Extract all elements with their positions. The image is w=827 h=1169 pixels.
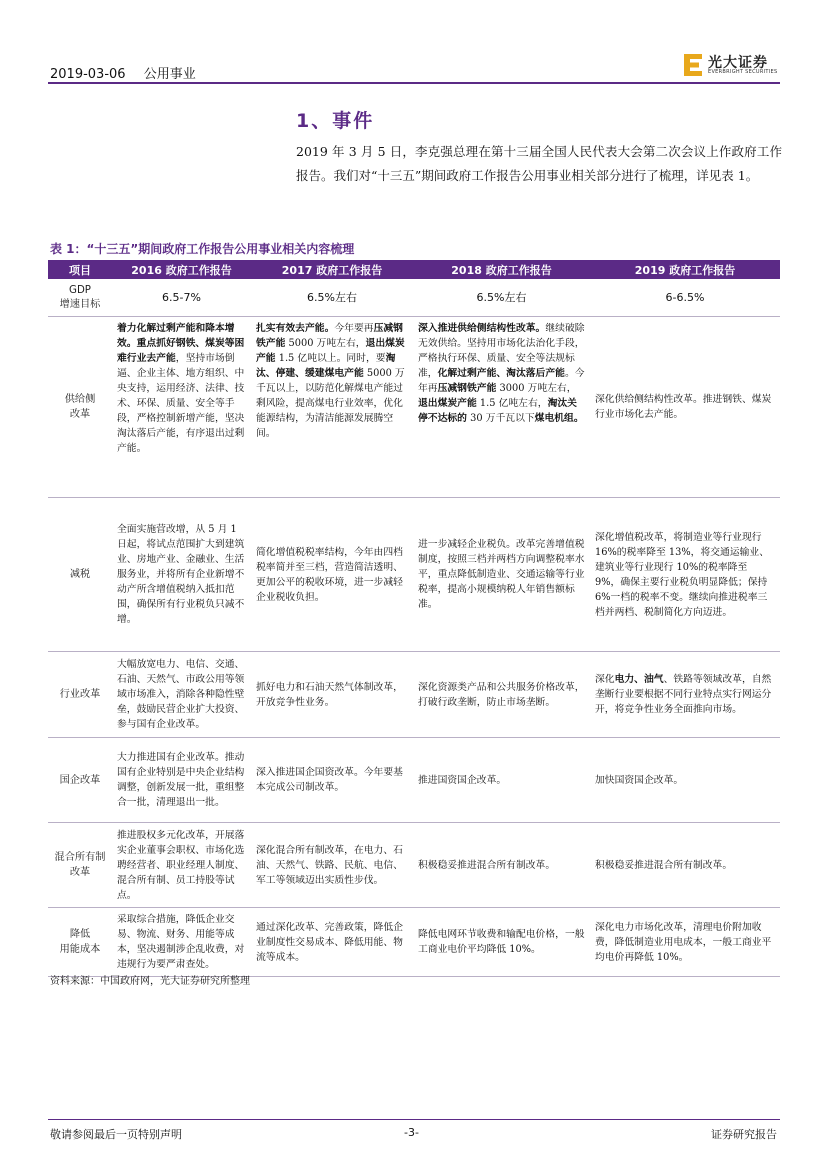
section-title: 1、事件 [296,110,375,132]
cell-cost-2016 [112,908,251,976]
row-label-supply: 供给侧 改革 [64,394,96,420]
company-logo [684,52,780,78]
text: 3000 万吨左右， [496,383,577,394]
table-row-soe [48,738,780,823]
bold-text: 压减钢铁产能 [437,383,497,394]
page-number: -3- [404,1126,419,1139]
bold-text: 着力化解过剩产能和降本增效。重点抓好钢铁、煤炭等困难行业去产能 [117,323,245,364]
cell-industry-2018 [413,652,590,737]
row-label-tax: 减税 [69,569,91,580]
cell-cost-2018 [413,908,590,976]
cell-mixed-2018-text: 积极稳妥推进混合所有制改革。 [418,859,556,871]
footer-doc-type: 证券研究报告 [711,1128,777,1141]
cell-gdp-2019: 6-6.5% [665,291,705,304]
text: ，坚持市场倒逼、企业主体、地方组织、中央支持，运用经济、法律、技术、环保、质量、安全等手段，严格控制新增产能，坚决淘汰落后产能，有序退出过剩产能。 [117,353,245,454]
cell-soe-2018 [413,738,590,822]
cell-soe-2017 [251,738,413,822]
cell-gdp-2017: 6.5%左右 [307,291,357,304]
table-row-supply [48,317,780,498]
footer-divider [48,1119,780,1120]
cell-supply-2019-text: 深化供给侧结构性改革。推进钢铁、煤炭行业市场化去产能。 [595,394,772,420]
table-caption: 表 1：“十三五”期间政府工作报告公用事业相关内容梳理 [50,242,355,256]
cell-mixed-2018 [413,823,590,907]
text: 今年要再 [334,323,374,334]
cell-cost-2017 [251,908,413,976]
report-date: 2019-03-06 [50,67,126,82]
row-label-soe: 国企改革 [59,774,101,786]
cell-tax-2017 [251,498,413,651]
header-2016: 2016 政府工作报告 [131,263,232,277]
cell-gdp-2016: 6.5-7% [162,291,201,304]
footer-disclaimer: 敬请参阅最后一页特别声明 [50,1128,182,1141]
text: 1.5 亿吨左右， [476,398,548,409]
logo-text-en: EVERBRIGHT SECURITIES [708,69,778,75]
cell-mixed-2016-text: 推进股权多元化改革，开展落实企业董事会职权、市场化选聘经营者、职业经理人制度、混合所有制、员工持股等试点。 [117,829,245,901]
everbright-logo-icon [684,54,702,76]
cell-soe-2019-text: 加快国资国企改革。 [595,774,684,786]
header-divider [48,82,780,84]
cell-industry-2016-text: 大幅放宽电力、电信、交通、石油、天然气、市政公用等领域市场准入，消除各种隐性壁垒，鼓励民营企业扩大投资、参与国有企业改革。 [117,659,245,730]
cell-tax-2017-text: 简化增值税税率结构，今年由四档税率简并至三档，营造简洁透明、更加公平的税收环境，进一步减轻企业税收负担。 [256,546,403,603]
cell-industry-2017 [251,652,413,737]
logo-text-cn: 光大证券 [708,55,768,71]
cell-tax-2018-text: 进一步减轻企业税负。改革完善增值税制度，按照三档并两档方向调整税率水平，重点降低制造业、交通运输等行业税率，提高小规模纳税人年销售额标准。 [418,539,585,610]
bold-text: 深入推进供给侧结构性改革。 [418,323,546,334]
cell-industry-2019 [590,652,780,737]
text: 1.5 亿吨以上。同时，要 [275,353,386,364]
bold-text: 淘汰关停不达标的 [418,398,577,424]
cell-supply-2017 [251,317,413,497]
row-label-cost: 降低 用能成本 [59,929,101,955]
cell-soe-2019 [590,738,780,822]
cell-soe-2016-text: 大力推进国有企业改革。推动国有企业特别是中央企业结构调整，创新发展一批，重组整合一批，清理退出一批。 [117,752,245,808]
bold-text: 压减钢铁产能 [256,323,403,349]
policy-table [48,260,780,977]
row-label-gdp: GDP 增速目标 [59,284,101,310]
header-2017: 2017 政府工作报告 [281,263,383,277]
cell-industry-2017-text: 抓好电力和石油天然气体制改革，开放竞争性业务。 [256,681,403,708]
cell-soe-2017-text: 深入推进国企国资改革。今年要基本完成公司制改革。 [256,767,403,793]
cell-industry-2019-text [595,672,775,717]
cell-soe-2016 [112,738,251,822]
cell-cost-2019-text: 深化电力市场化改革，清理电价附加收费，降低制造业用电成本，一般工商业平均电价再降低 10%。 [595,921,772,963]
text: 5000 万千瓦以上，以防范化解煤电产能过剩风险，提高煤电行业效率，优化能源结构，为清洁能源发展腾空间。 [256,368,405,439]
bold-text: 淘汰、停建、缓建煤电产能 [256,353,396,379]
text: 、铁路等领域改革，自然垄断行业要根据不同行业特点实行网运分开，将竞争性业务全面推向市场。 [595,674,772,715]
cell-mixed-2019 [590,823,780,907]
text: 深化 [595,674,615,685]
table-row-cost [48,908,780,977]
row-label-mixed: 混合所有制 改革 [54,852,106,878]
bold-text: 退出煤炭产能 [418,398,477,409]
cell-cost-2016-text: 采取综合措施，降低企业交易、物流、财务、用能等成本，坚决遏制涉企乱收费，对违规行为要严肃查处。 [117,914,245,970]
cell-cost-2018-text: 降低电网环节收费和输配电价格，一般工商业电价平均降低 10%。 [418,929,585,955]
table-row-industry [48,652,780,738]
cell-mixed-2017-text: 深化混合所有制改革，在电力、石油、天然气、铁路、民航、电信、军工等领域迈出实质性步伐。 [256,844,403,886]
cell-industry-2018-text: 深化资源类产品和公共服务价格改革，打破行政垄断，防止市场垄断。 [418,681,585,708]
text: 继续破除无效供给。坚持用市场化法治化手段，严格执行环保、质量、安全等法规标准， [418,323,585,379]
table-row-tax [48,498,780,652]
cell-soe-2018-text: 推进国资国企改革。 [418,774,507,786]
table-header-row [48,260,780,279]
header-item: 项目 [69,263,91,277]
cell-supply-2016 [112,317,251,497]
table-row-gdp [48,279,780,317]
cell-mixed-2017 [251,823,413,907]
cell-tax-2016 [112,498,251,651]
table-source: 资料来源：中国政府网，光大证券研究所整理 [50,976,250,987]
cell-mixed-2019-text: 积极稳妥推进混合所有制改革。 [595,859,733,871]
text: 30 万千瓦以下 [466,413,535,424]
cell-tax-2018 [413,498,590,651]
cell-supply-2018 [413,317,590,497]
bold-text: 煤电机组。 [534,413,584,424]
cell-supply-2019 [590,317,780,497]
bold-text: 化解过剩产能、淘汰落后产能 [437,368,565,379]
table-row-mixed [48,823,780,908]
bold-text: 扎实有效去产能。 [256,323,335,334]
cell-industry-2016 [112,652,251,737]
cell-cost-2017-text: 通过深化改革、完善政策，降低企业制度性交易成本、降低用能、物流等成本。 [256,921,403,963]
cell-gdp-2018: 6.5%左右 [476,291,527,304]
header-2019: 2019 政府工作报告 [634,263,736,277]
bold-text: 退出煤炭产能 [256,338,405,364]
text: 。今年再 [418,368,585,394]
text: 5000 万吨左右， [285,338,366,349]
report-meta [50,63,210,82]
cell-tax-2019 [590,498,780,651]
header-2018: 2018 政府工作报告 [451,263,552,277]
report-sector: 公用事业 [143,67,196,82]
cell-mixed-2016 [112,823,251,907]
bold-text: 电力、油气 [614,674,664,685]
cell-tax-2019-text: 深化增值税改革，将制造业等行业现行 16%的税率降至 13%，将交通运输业、建筑业等行业现行 10%的税率降至 9%，确保主要行业税负明显降低；保持 6%一档的税率不变。继续向推进税率三档并两档、税制简化方向迈进。 [595,531,770,618]
intro-paragraph: 2019 年 3 月 5 日，李克强总理在第十三届全国人民代表大会第二次会议上作政府工作报告。我们对“十三五”期间政府工作报告公用事业相关部分进行了梳理，详见表 1。 [296,144,782,183]
cell-cost-2019 [590,908,780,976]
cell-tax-2016-text: 全面实施营改增，从 5 月 1 日起，将试点范围扩大到建筑业、房地产业、金融业、生活服务业，并将所有企业新增不动产所含增值税纳入抵扣范围，确保所有行业税负只减不增。 [117,524,245,625]
row-label-industry: 行业改革 [59,689,101,700]
